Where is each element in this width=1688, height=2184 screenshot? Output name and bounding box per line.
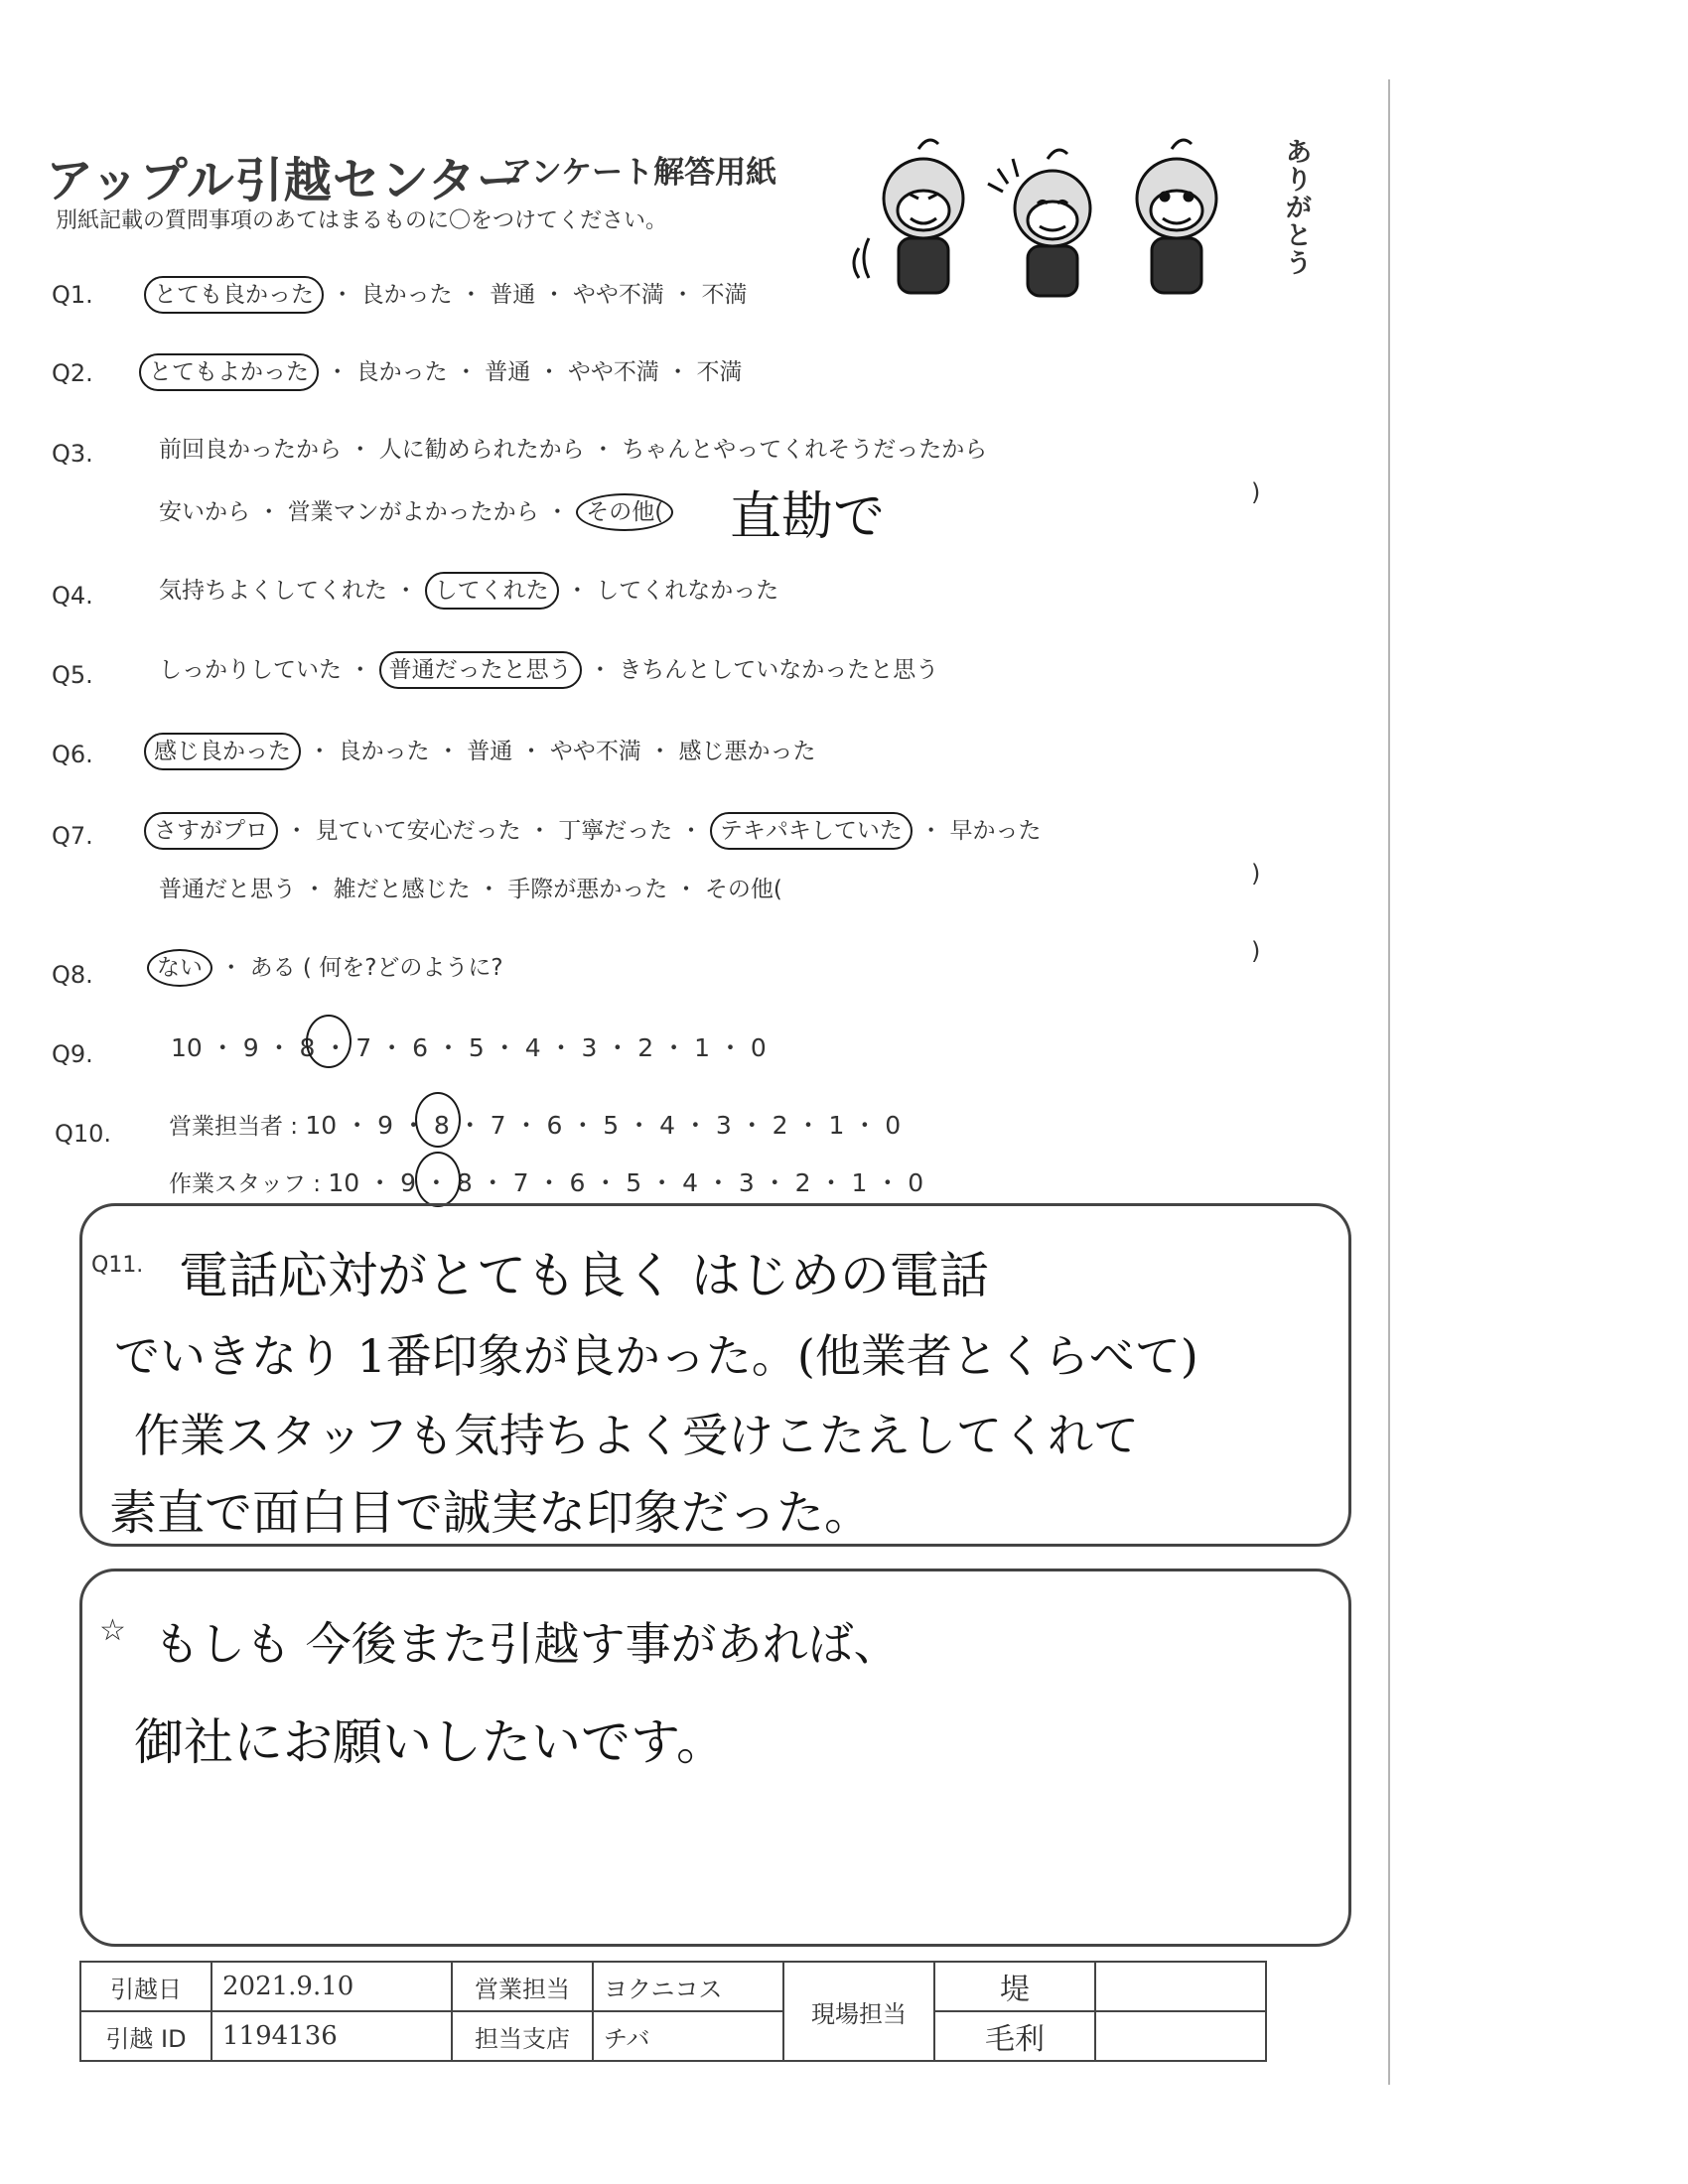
q9-selected-circle (306, 1015, 352, 1068)
empty-cell-1 (1095, 1962, 1266, 2011)
mascot-thanks-text: ありがとう (1286, 138, 1313, 279)
q7-option-2[interactable]: 見ていて安心だった (315, 818, 521, 844)
monkey-mascot-2 (988, 150, 1090, 296)
q1-label: Q1. (52, 281, 93, 309)
sheet-edge (1388, 79, 1390, 2085)
star-icon: ☆ (99, 1613, 126, 1648)
q11-line-2: でいきなり 1番印象が良かった。(他業者とくらべて) (114, 1329, 1198, 1383)
q9-scale[interactable]: 10 ・ 9 ・ 8 ・ 7 ・ 6 ・ 5 ・ 4 ・ 3 ・ 2 ・ 1 ・ 0 (171, 1033, 767, 1062)
page-title: アップル引越センター (46, 153, 525, 208)
q10-sales-selected-circle (415, 1092, 461, 1148)
q5-option-2-circled[interactable]: 普通だったと思う (379, 651, 582, 689)
q10-staff-selected-circle (415, 1152, 461, 1207)
branch-value: チバ (593, 2011, 783, 2061)
q2-option-2[interactable]: 良かった (355, 359, 448, 385)
move-date-value: 2021.9.10 (211, 1962, 452, 2011)
q5-option-3[interactable]: きちんとしていなかったと思う (619, 657, 939, 683)
empty-cell-2 (1095, 2011, 1266, 2061)
q3-option-5[interactable]: 営業マンがよかったから (287, 499, 539, 525)
q6-option-5[interactable]: 感じ悪かった (678, 739, 816, 764)
q2-option-4[interactable]: やや不満 (567, 359, 659, 385)
q7-label: Q7. (52, 822, 93, 850)
q6-option-3[interactable]: 普通 (467, 739, 513, 764)
q4-label: Q4. (52, 582, 93, 610)
q2-option-1-circled[interactable]: とてもよかった (139, 353, 319, 391)
q7-close-paren: ) (1251, 860, 1261, 887)
q8-option-1-circled[interactable]: ない (147, 949, 212, 987)
comment-line-2: 御社にお願いしたいです。 (134, 1713, 726, 1771)
q4-option-2-circled[interactable]: してくれた (425, 572, 559, 610)
monkey-mascot-1 (854, 140, 963, 293)
site-staff-name-2: 毛利 (934, 2011, 1095, 2061)
q1-option-4[interactable]: やや不満 (572, 282, 664, 308)
q6-option-4[interactable]: やや不満 (549, 739, 641, 764)
q8-close-paren: ) (1251, 937, 1261, 965)
q1-option-3[interactable]: 普通 (490, 282, 536, 308)
q11-label: Q11. (91, 1253, 144, 1278)
q4-option-3[interactable]: してくれなかった (596, 578, 779, 604)
q3-close-paren: ) (1251, 478, 1261, 506)
q2-option-5[interactable]: 不満 (696, 359, 743, 385)
q3-label: Q3. (52, 440, 93, 468)
q10-sales-label: 営業担当者 : (169, 1114, 299, 1140)
page-subtitle: アンケート解答用紙 (501, 155, 777, 191)
branch-label: 担当支店 (452, 2011, 593, 2061)
q10-label: Q10. (55, 1120, 112, 1148)
site-staff-name-1: 堤 (934, 1962, 1095, 2011)
q8-label: Q8. (52, 961, 93, 989)
q3-option-6-circled[interactable]: その他( (576, 493, 673, 531)
q10-staff-scale[interactable]: 10 ・ 9 ・ 8 ・ 7 ・ 6 ・ 5 ・ 4 ・ 3 ・ 2 ・ 1 ・ 0 (328, 1168, 924, 1197)
q3-option-3[interactable]: ちゃんとやってくれそうだったから (622, 437, 988, 463)
q10-staff-label: 作業スタッフ : (169, 1171, 322, 1197)
move-id-label: 引越 ID (80, 2011, 211, 2061)
q11-line-1: 電話応対がとても良く はじめの電話 (179, 1247, 989, 1304)
q1-option-5[interactable]: 不満 (701, 282, 748, 308)
q5-label: Q5. (52, 661, 93, 689)
q3-option-2[interactable]: 人に勧められたから (378, 437, 585, 463)
q10-sales-scale[interactable]: 10 ・ 9 ・ 8 ・ 7 ・ 6 ・ 5 ・ 4 ・ 3 ・ 2 ・ 1 ・ 0 (305, 1111, 902, 1140)
q6-option-2[interactable]: 良かった (338, 739, 430, 764)
q7-option-4-circled[interactable]: テキパキしていた (710, 812, 913, 850)
q11-line-3: 作業スタッフも気持ちよく受けこたえしてくれて (134, 1409, 1139, 1462)
q6-label: Q6. (52, 741, 93, 768)
q7-option-1-circled[interactable]: さすがプロ (144, 812, 278, 850)
q11-line-4: 素直で面白目で誠実な印象だった。 (109, 1485, 873, 1541)
q1-option-1-circled[interactable]: とても良かった (144, 276, 324, 314)
sales-rep-label: 営業担当 (452, 1962, 593, 2011)
move-info-table (79, 1961, 1267, 2062)
q3-option-1[interactable]: 前回良かったから (159, 437, 342, 463)
q7-option-3[interactable]: 丁寧だった (558, 818, 673, 844)
q3-handwritten-answer: 直勘で (730, 487, 886, 547)
q1-option-2[interactable]: 良かった (360, 282, 453, 308)
q4-option-1[interactable]: 気持ちよくしてくれた (159, 578, 387, 604)
q7-option-8[interactable]: 手際が悪かった (507, 877, 668, 902)
q3-option-4[interactable]: 安いから (159, 499, 250, 525)
instruction-text: 別紙記載の質問事項のあてはまるものに〇をつけてください。 (56, 208, 668, 233)
site-staff-label: 現場担当 (783, 1962, 934, 2061)
move-id-value: 1194136 (211, 2011, 452, 2061)
q5-option-1[interactable]: しっかりしていた (159, 657, 342, 683)
q7-option-5[interactable]: 早かった (949, 818, 1042, 844)
q6-option-1-circled[interactable]: 感じ良かった (144, 733, 301, 770)
q7-option-7[interactable]: 雑だと感じた (333, 877, 471, 902)
monkey-mascots-illustration (849, 129, 1336, 308)
comment-line-1: もしも 今後また引越す事があれば、 (154, 1617, 900, 1671)
q7-option-6[interactable]: 普通だと思う (159, 877, 296, 902)
q2-label: Q2. (52, 359, 93, 387)
q8-option-2[interactable]: ある ( 何を?どのように? (249, 955, 503, 981)
sales-rep-value: ヨクニコス (593, 1962, 783, 2011)
monkey-mascot-3 (1137, 140, 1216, 293)
q7-option-9[interactable]: その他( (704, 877, 782, 902)
q2-option-3[interactable]: 普通 (485, 359, 531, 385)
q9-label: Q9. (52, 1040, 93, 1068)
move-date-label: 引越日 (80, 1962, 211, 2011)
